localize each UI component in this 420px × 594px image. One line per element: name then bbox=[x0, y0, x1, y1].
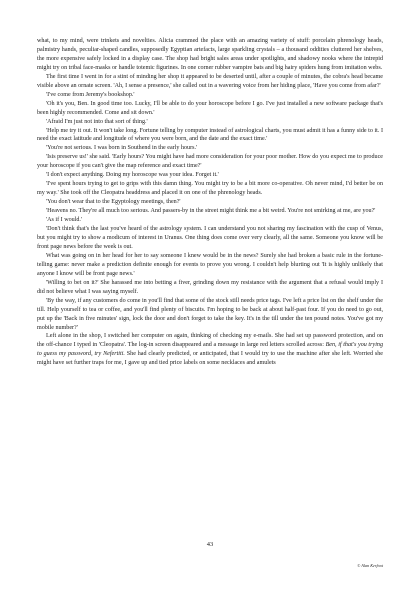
paragraph: 'Afraid I'm just not into that sort of thing.' bbox=[46, 118, 148, 125]
paragraph: 'I've come from Jeremy's bookshop.' bbox=[46, 91, 135, 98]
paragraph-text: Left alone in the shop, I switched her computer on again, thinking of checking my e-mails. She had set up password protection, and on the off-chance I typed in 'Cleopatra'. The log-in screen disappeared and a message in large red letters scrolled across: bbox=[37, 333, 383, 349]
screen-message: Ben, if that's you trying to guess my password, try Nefertiti. bbox=[37, 342, 383, 358]
paragraph: 'Heavens no. They're all much too serious. And passers-by in the street might think me a bit weird. You're not smirking at me, are you?' bbox=[46, 208, 376, 215]
paragraph: 'By the way, if any customers do come in you'll find that some of the stock still needs price tags. I've left a price list on the shelf under the till. Help yourself to tea or coffee, and you'll find plenty of biscuits. I'm hoping to be back at about half-past four. If you do need to go out, put up the 'Back in five minutes' sign, lock the door and don't forget to take the key. It's in the till under the ten pound notes. You've got my mobile number?' bbox=[37, 297, 383, 331]
paragraph: 'Help me try it out. It won't take long. Fortune telling by computer instead of astrological charts, you must admit it has a funny side to it. I need the exact latitude and longitude of where you were born, and the date and the exact time.' bbox=[37, 127, 383, 143]
copyright-credit: © Alan Kerfoot bbox=[357, 563, 383, 568]
paragraph-text: She had clearly predicted, or anticipated, that I would try to use the machine after she left. Worried she might have set further traps for me, I gave up and tied price labels on some necklaces and amulets bbox=[37, 351, 384, 367]
page-number: 43 bbox=[206, 541, 214, 548]
paragraph bbox=[37, 332, 383, 368]
paragraph: what, to my mind, were trinkets and novelties. Alicia crammed the place with an amazing variety of stuff: porcelain phrenology heads, palmistry hands, peculiar-shaped candles, supposedly Egyptian artefacts, large sparkling crystals – a thousand oddities cluttered her shelves, the more expensive safely locked in a display case. The shop had bright sales areas under spotlights, and shadowy nooks where the intrepid might try on tribal face-masks or handle totemic figurines. In one corner rubber vampire bats and big hairy spiders hung from imitation webs. bbox=[37, 38, 383, 71]
paragraph: What was going on in her head for her to say someone I knew would be in the news? Surely she had broken a basic rule in the fortune-telling game: never make a prediction definite enough for events to prove you wrong. I couldn't help blurting out 'It is highly unlikely that anyone I know will be front page news.' bbox=[37, 252, 383, 277]
paragraph: 'I've spent hours trying to get to grips with this damn thing. You might try to be a bit more co-operative. Oh never mind, I'd better be on my way.' She took off the Cleopatra headdress and placed it on one of the phrenology heads. bbox=[37, 181, 383, 197]
paragraph: 'Willing to bet on it?' She harassed me into betting a fiver, grinding down my resistance with the argument that a refusal would imply I did not believe what I was saying myself. bbox=[37, 279, 383, 295]
paragraph: 'Isis preserve us!' she said. 'Early hours? You might have had more consideration for your poor mother. How do you expect me to produce your horoscope if you can't give the map reference and exact time?' bbox=[37, 154, 383, 170]
body-text bbox=[37, 37, 383, 368]
paragraph: 'As if I would.' bbox=[46, 217, 83, 224]
paragraph: 'I don't expect anything. Doing my horoscope was your idea. Forget it.' bbox=[46, 172, 219, 179]
paragraph: 'Don't think that's the last you've heard of the astrology system. I can understand you not sharing my fascination with the cusp of Venus, but you might try to show a modicum of interest in Uranus. One thing does come over very clearly, all the same. Someone you know will be front page news before the week is out. bbox=[37, 226, 383, 250]
paragraph: 'Oh it's you, Ben. In good time too. Lucky, I'll be able to do your horoscope before I go. I've just installed a new software package that's been highly recommended. Come and sit down.' bbox=[37, 100, 383, 116]
paragraph: 'You're not serious. I was born in Southend in the early hours.' bbox=[46, 145, 198, 152]
paragraph: 'You don't wear that to the Egyptology meetings, then?' bbox=[46, 199, 181, 206]
paragraph: The first time I went in for a stint of minding her shop it appeared to be deserted until, after a couple of minutes, the cobra's head became visible above an ornate screen. 'Ah, I sense a presence,' she called out in a wavering voice from her hiding place, 'Have you come from afar?' bbox=[37, 73, 383, 89]
